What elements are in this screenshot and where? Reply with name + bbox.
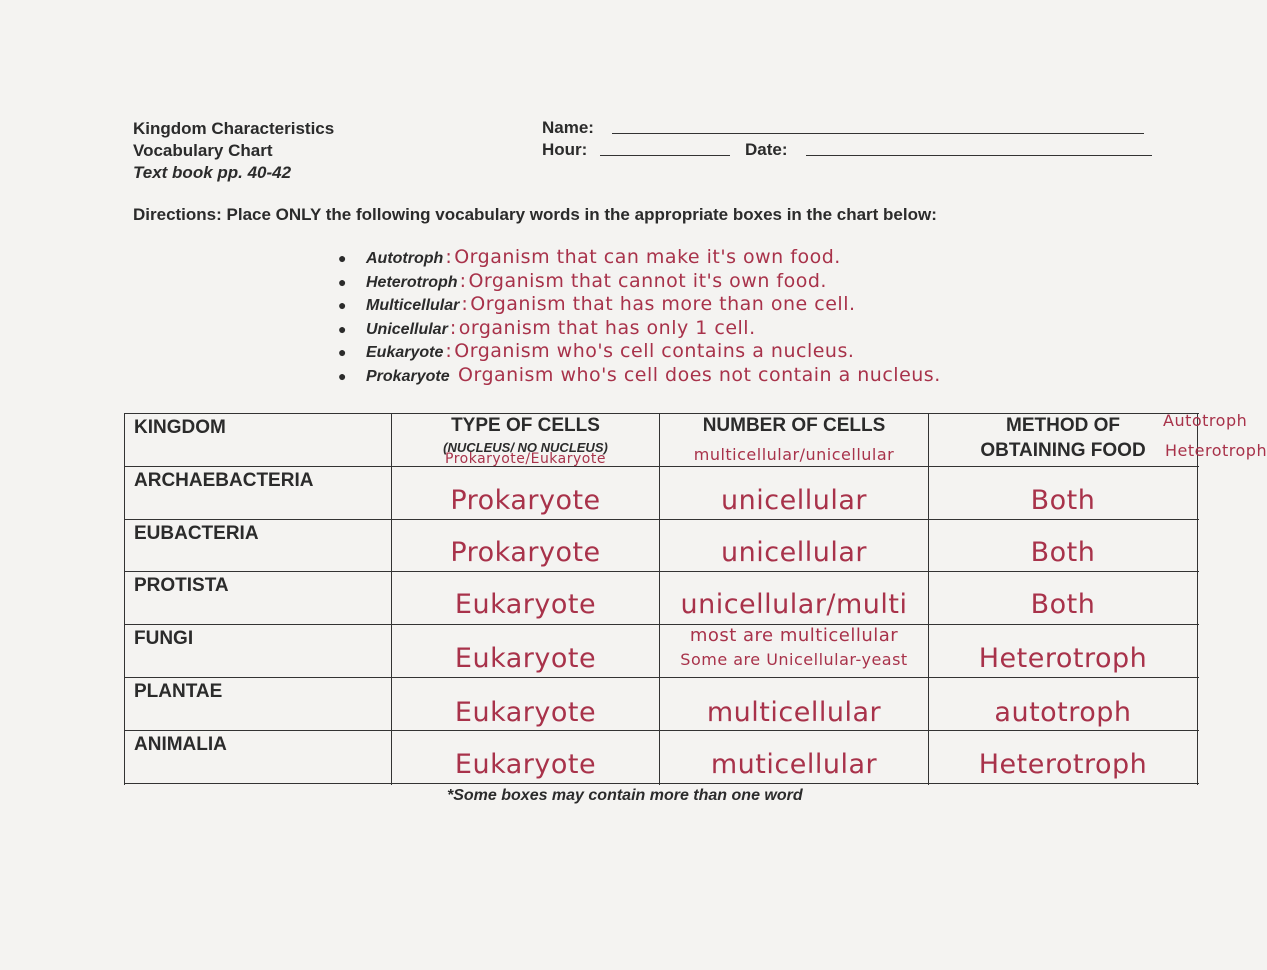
table-border (124, 413, 1199, 414)
header-type-subtitle: (NUCLEUS/ NO NUCLEUS) (443, 440, 608, 455)
type-answer: Prokaryote (450, 537, 601, 568)
vocab-item (338, 340, 941, 364)
vocab-definition: Organism who's cell does not contain a nucleus. (458, 363, 941, 386)
name-label: Name: (542, 118, 594, 137)
type-answer: Eukaryote (454, 643, 597, 674)
vocab-item (338, 246, 941, 270)
kingdom-name: ARCHAEBACTERIA (134, 470, 314, 491)
vocab-term: Prokaryote (366, 367, 450, 385)
header-method-line-2: OBTAINING FOOD (980, 440, 1146, 461)
row-divider (124, 466, 1199, 467)
vocab-definition: Organism who's cell contains a nucleus. (454, 340, 855, 363)
kingdom-name: PLANTAE (134, 681, 223, 702)
title-line-2: Vocabulary Chart (133, 141, 273, 160)
vocab-item (338, 293, 941, 317)
vocab-separator: : (461, 293, 469, 316)
type-answer: Eukaryote (454, 589, 597, 620)
worksheet-title (133, 118, 334, 184)
method-answer: Heterotroph (978, 749, 1148, 780)
number-answer: unicellular/multi (680, 589, 908, 620)
row-divider (124, 571, 1199, 572)
hour-label: Hour: (542, 140, 588, 159)
vocab-definition: Organism that cannot it's own food. (468, 269, 827, 292)
date-field[interactable] (806, 155, 1152, 156)
vocab-definition: Organism that can make it's own food. (454, 246, 841, 268)
footnote: *Some boxes may contain more than one word (447, 787, 803, 804)
kingdom-name: EUBACTERIA (134, 523, 259, 544)
row-divider (124, 519, 1199, 520)
margin-note-autotroph: Autotroph (1163, 411, 1248, 430)
vocab-separator: : (459, 269, 467, 292)
header-method-line-1: METHOD OF (1006, 415, 1120, 436)
header-type-of-cells: TYPE OF CELLS (451, 415, 600, 436)
vocab-term: Unicellular (366, 320, 448, 338)
bullet-icon: ● (338, 367, 347, 384)
number-answer: unicellular (721, 485, 867, 516)
type-answer: Prokaryote (450, 485, 601, 516)
kingdom-name: ANIMALIA (134, 734, 227, 755)
number-answer: multicellular (706, 697, 882, 728)
bullet-icon: ● (338, 344, 347, 361)
number-answer-line-2: Some are Unicellular-yeast (680, 650, 908, 669)
vocab-term: Autotroph (366, 250, 444, 267)
method-answer: Both (1030, 485, 1096, 516)
type-answer: Eukaryote (454, 697, 597, 728)
method-answer: Heterotroph (978, 643, 1148, 674)
type-answer: Eukaryote (454, 749, 597, 780)
header-number-note: multicellular/unicellular (693, 445, 895, 464)
date-label: Date: (745, 140, 788, 159)
kingdom-table (124, 413, 1199, 785)
vocab-item (338, 364, 941, 388)
kingdom-name: FUNGI (134, 628, 194, 649)
number-answer: muticellular (710, 749, 878, 780)
vocab-term: Eukaryote (366, 344, 444, 362)
vocab-separator: : (449, 316, 457, 339)
header-type-note: Prokaryote/Eukaryote (445, 451, 606, 467)
bullet-icon: ● (338, 273, 347, 290)
name-field[interactable] (612, 133, 1144, 134)
margin-note-heterotroph: Heterotroph (1165, 441, 1267, 460)
kingdom-name: PROTISTA (134, 575, 229, 596)
bullet-icon: ● (338, 250, 347, 266)
table-border (124, 783, 1199, 784)
vocab-term: Multicellular (366, 297, 460, 315)
method-answer: Both (1030, 537, 1096, 568)
row-divider (124, 677, 1199, 678)
vocab-separator: : (445, 246, 453, 268)
number-answer: unicellular (721, 537, 867, 568)
vocab-separator: : (445, 340, 453, 363)
hour-field[interactable] (600, 155, 730, 156)
vocab-definition: organism that has only 1 cell. (458, 316, 756, 339)
vocab-term: Heterotroph (366, 273, 458, 291)
vocab-definition: Organism that has more than one cell. (470, 293, 856, 316)
vocab-item (338, 270, 941, 294)
bullet-icon: ● (338, 297, 347, 314)
title-line-1: Kingdom Characteristics (133, 119, 335, 138)
method-answer: Both (1030, 589, 1096, 620)
title-line-3: Text book pp. 40-42 (133, 163, 292, 182)
method-answer: autotroph (994, 697, 1132, 728)
directions-text: Directions: Place ONLY the following vocabulary words in the appropriate boxes in the chart below: (133, 205, 937, 224)
row-divider (124, 730, 1199, 731)
vocabulary-list (338, 246, 941, 388)
vocab-item (338, 317, 941, 341)
header-number-of-cells: NUMBER OF CELLS (702, 415, 886, 436)
header-kingdom: KINGDOM (134, 417, 226, 438)
number-answer: most are multicellular (689, 625, 899, 646)
bullet-icon: ● (338, 320, 347, 337)
